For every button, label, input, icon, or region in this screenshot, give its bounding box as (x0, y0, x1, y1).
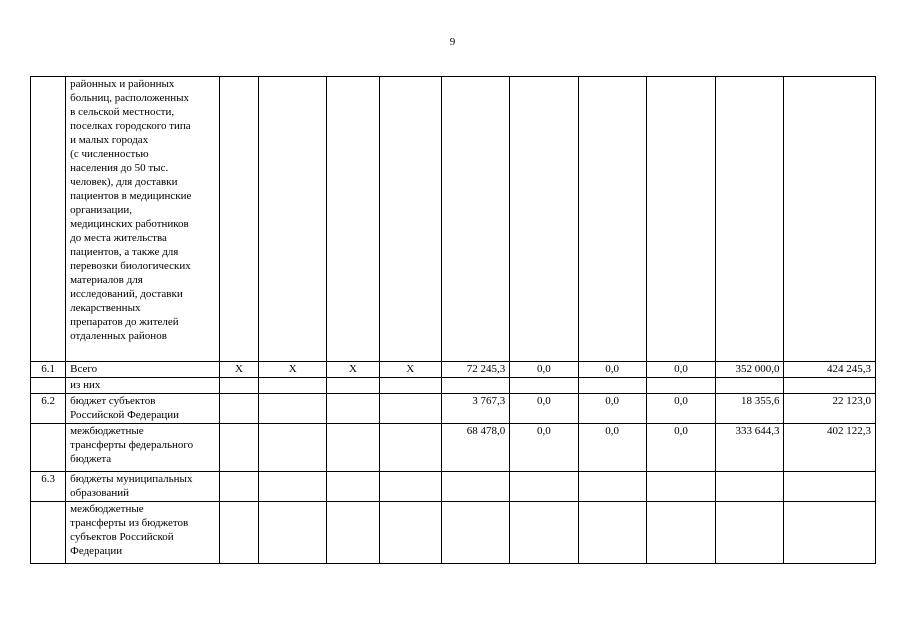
x-cell (259, 394, 327, 424)
description-line: районных и районных (70, 78, 175, 90)
amount-cell (646, 502, 715, 564)
row-number-cell: 6.2 (31, 394, 66, 424)
budget-table (30, 76, 876, 564)
amount-cell (578, 378, 646, 394)
x-cell (219, 424, 258, 472)
amount-cell (510, 502, 578, 564)
description-line: бюджет субъектов (70, 395, 156, 407)
row-number-cell (31, 378, 66, 394)
row-number-cell (31, 77, 66, 362)
row-number-cell: 6.3 (31, 472, 66, 502)
amount-cell: 72 245,3 (441, 362, 509, 378)
description-line: населения до 50 тыс. (70, 162, 169, 174)
x-cell: X (379, 362, 441, 378)
amount-cell: 0,0 (646, 424, 715, 472)
x-cell (259, 77, 327, 362)
x-cell (259, 502, 327, 564)
description-line: субъектов Российской (70, 531, 174, 543)
amount-cell (784, 77, 876, 362)
x-cell (327, 472, 379, 502)
x-cell (259, 378, 327, 394)
amount-cell (716, 77, 784, 362)
x-cell (379, 502, 441, 564)
amount-cell (510, 378, 578, 394)
row-description-cell (66, 394, 220, 424)
description-line: бюджеты муниципальных (70, 473, 193, 485)
table-row (31, 378, 876, 394)
amount-cell: 0,0 (510, 424, 578, 472)
amount-cell (441, 77, 509, 362)
x-cell (327, 378, 379, 394)
amount-cell (784, 472, 876, 502)
amount-cell (716, 378, 784, 394)
x-cell (327, 424, 379, 472)
table-row (31, 472, 876, 502)
amount-cell (716, 472, 784, 502)
x-cell (379, 378, 441, 394)
table-row-continued (31, 77, 876, 362)
amount-cell: 0,0 (646, 362, 715, 378)
description-line: поселках городского типа (70, 120, 191, 132)
table-body (31, 77, 876, 564)
table-row (31, 424, 876, 472)
amount-cell (510, 472, 578, 502)
description-line: (с численностью (70, 148, 149, 160)
description-line: материалов для (70, 274, 143, 286)
description-line: лекарственных (70, 302, 141, 314)
row-number-cell (31, 502, 66, 564)
amount-cell: 333 644,3 (716, 424, 784, 472)
description-line: Российской Федерации (70, 409, 180, 421)
x-cell (327, 394, 379, 424)
amount-cell (578, 77, 646, 362)
description-line: медицинских работников (70, 218, 189, 230)
description-line: организации, (70, 204, 132, 216)
row-description-cell (66, 378, 220, 394)
amount-cell: 402 122,3 (784, 424, 876, 472)
x-cell (259, 472, 327, 502)
x-cell (219, 394, 258, 424)
x-cell (219, 502, 258, 564)
description-line: до места жительства (70, 232, 167, 244)
x-cell: X (219, 362, 258, 378)
amount-cell: 22 123,0 (784, 394, 876, 424)
description-line: пациентов, а также для (70, 246, 179, 258)
row-description-cell (66, 424, 220, 472)
description-line: межбюджетные (70, 425, 144, 437)
description-line: и малых городах (70, 134, 149, 146)
amount-cell (646, 472, 715, 502)
amount-cell: 0,0 (646, 394, 715, 424)
row-description-cell (66, 502, 220, 564)
x-cell (219, 472, 258, 502)
amount-cell: 18 355,6 (716, 394, 784, 424)
row-number-cell (31, 424, 66, 472)
description-line: пациентов в медицинские (70, 190, 192, 202)
amount-cell (441, 378, 509, 394)
description-line: трансферты из бюджетов (70, 517, 189, 529)
amount-cell (784, 378, 876, 394)
amount-cell: 3 767,3 (441, 394, 509, 424)
amount-cell: 0,0 (510, 394, 578, 424)
x-cell (379, 472, 441, 502)
amount-cell (784, 502, 876, 564)
x-cell (259, 424, 327, 472)
x-cell (379, 77, 441, 362)
x-cell (327, 502, 379, 564)
x-cell (379, 394, 441, 424)
row-description-cell (66, 362, 220, 378)
description-line: отдаленных районов (70, 330, 167, 342)
description-line: препаратов до жителей (70, 316, 179, 328)
amount-cell (441, 472, 509, 502)
x-cell (219, 378, 258, 394)
description-line: межбюджетные (70, 503, 144, 515)
x-cell: X (259, 362, 327, 378)
x-cell (219, 77, 258, 362)
amount-cell: 0,0 (578, 424, 646, 472)
table-row (31, 502, 876, 564)
description-line: трансферты федерального (70, 439, 194, 451)
table-row (31, 362, 876, 378)
page-number: 9 (449, 36, 456, 48)
description-line: человек), для доставки (70, 176, 178, 188)
description-line: исследований, доставки (70, 288, 183, 300)
amount-cell: 68 478,0 (441, 424, 509, 472)
amount-cell: 0,0 (578, 394, 646, 424)
description-line: в сельской местности, (70, 106, 175, 118)
description-line: из них (70, 379, 101, 391)
row-number-cell: 6.1 (31, 362, 66, 378)
amount-cell (510, 77, 578, 362)
table-row (31, 394, 876, 424)
amount-cell (646, 378, 715, 394)
description-line: Всего (70, 363, 98, 375)
amount-cell: 0,0 (578, 362, 646, 378)
amount-cell (646, 77, 715, 362)
amount-cell: 352 000,0 (716, 362, 784, 378)
description-line: больниц, расположенных (70, 92, 189, 104)
amount-cell (578, 502, 646, 564)
description-line: перевозки биологических (70, 260, 191, 272)
amount-cell: 0,0 (510, 362, 578, 378)
x-cell (327, 77, 379, 362)
amount-cell: 424 245,3 (784, 362, 876, 378)
description-line: бюджета (70, 453, 112, 465)
amount-cell (716, 502, 784, 564)
row-description-cell (66, 77, 220, 362)
description-line: образований (70, 487, 130, 499)
amount-cell (578, 472, 646, 502)
amount-cell (441, 502, 509, 564)
x-cell: X (327, 362, 379, 378)
description-line: Федерации (70, 545, 123, 557)
row-description-cell (66, 472, 220, 502)
x-cell (379, 424, 441, 472)
